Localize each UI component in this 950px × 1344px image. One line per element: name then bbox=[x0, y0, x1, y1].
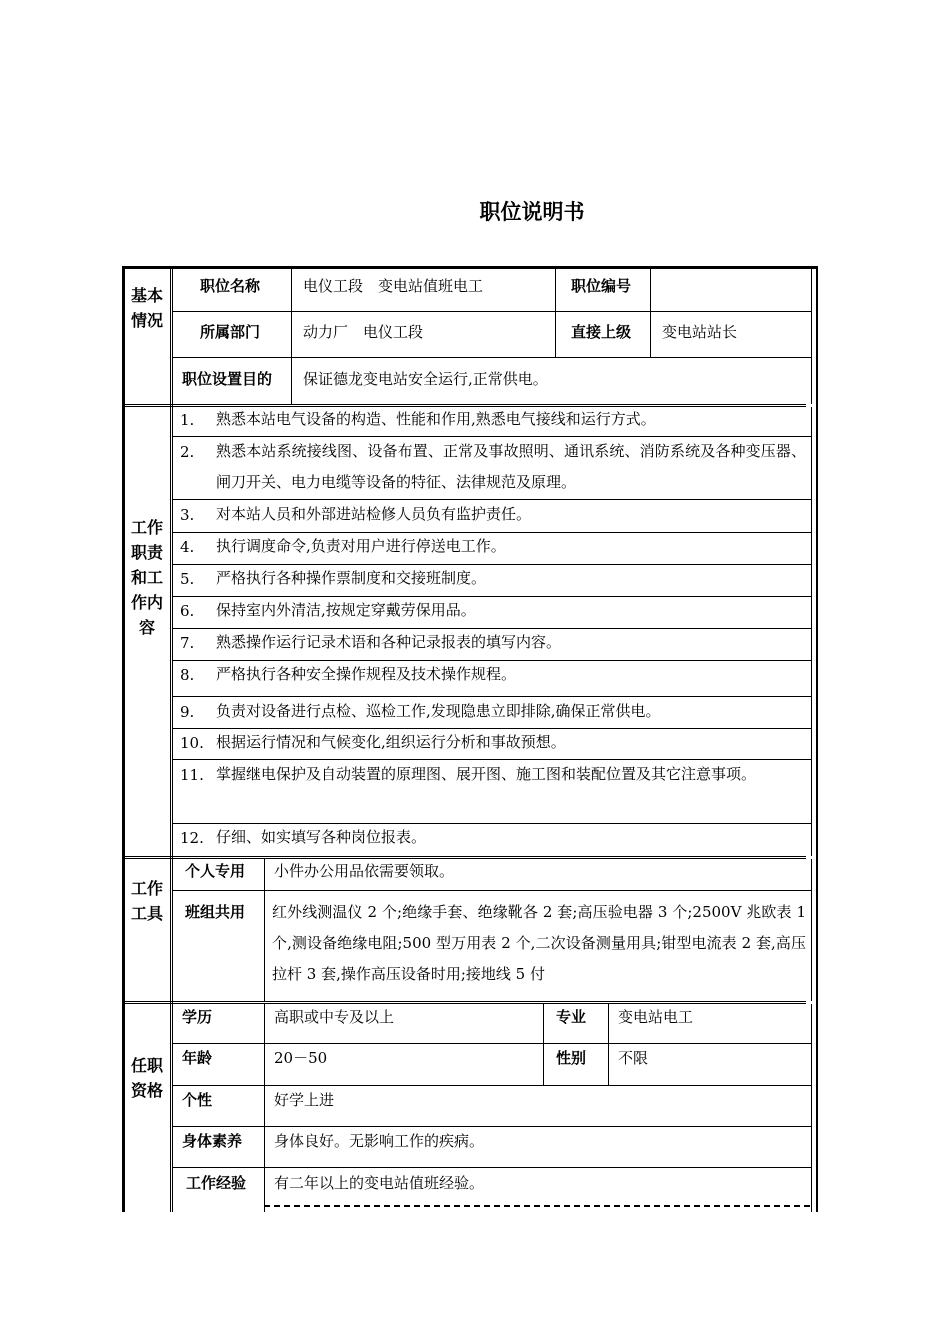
major-value: 变电站电工 bbox=[618, 1008, 694, 1026]
duty-item: 熟悉本站系统接线图、设备布置、正常及事故照明、通讯系统、消防系统及各种变压器、闸刀开关、电力电缆等设备的特征、法律规范及原理。 bbox=[216, 442, 806, 491]
row-divider bbox=[172, 311, 812, 312]
row-divider bbox=[172, 1126, 812, 1127]
supervisor-value: 变电站站长 bbox=[662, 323, 738, 341]
duty-number: 4. bbox=[180, 538, 195, 556]
duty-number: 2. bbox=[180, 443, 195, 461]
right-edge bbox=[811, 268, 812, 404]
col-divider bbox=[291, 268, 292, 404]
duty-number: 11. bbox=[180, 766, 204, 784]
age-value: 20－50 bbox=[274, 1049, 328, 1067]
section-label-tools: 工作工具 bbox=[130, 879, 163, 923]
duty-number: 6. bbox=[180, 602, 195, 620]
gender-value: 不限 bbox=[618, 1049, 649, 1067]
duty-number: 7. bbox=[180, 634, 195, 652]
duty-number: 9. bbox=[180, 703, 195, 721]
duty-item: 执行调度命令,负责对用户进行停送电工作。 bbox=[216, 537, 506, 555]
duty-item: 掌握继电保护及自动装置的原理图、展开图、施工图和装配位置及其它注意事项。 bbox=[216, 765, 757, 783]
physical-value: 身体良好。无影响工作的疾病。 bbox=[274, 1132, 485, 1150]
duty-number: 5. bbox=[180, 570, 195, 588]
section-label-duties: 工作职责和工作内容 bbox=[130, 518, 163, 637]
col-divider bbox=[608, 1004, 609, 1085]
col-divider bbox=[264, 1004, 265, 1212]
section-label-qualifications: 任职资格 bbox=[130, 1056, 163, 1100]
position-name-value: 电仪工段 变电站值班电工 bbox=[303, 277, 484, 295]
col-divider bbox=[264, 859, 265, 1001]
right-edge bbox=[811, 407, 812, 856]
duty-number: 3. bbox=[180, 506, 195, 524]
supervisor-label: 直接上级 bbox=[571, 323, 632, 341]
duty-number: 10. bbox=[180, 734, 204, 752]
duty-item: 负责对设备进行点检、巡检工作,发现隐患立即排除,确保正常供电。 bbox=[216, 702, 661, 720]
department-label: 所属部门 bbox=[200, 323, 261, 341]
row-divider bbox=[172, 1167, 812, 1168]
right-edge bbox=[811, 1004, 812, 1212]
duty-item: 对本站人员和外部进站检修人员负有监护责任。 bbox=[216, 505, 532, 523]
col-divider bbox=[543, 1004, 544, 1085]
duty-item: 保持室内外清洁,按规定穿戴劳保用品。 bbox=[216, 601, 476, 619]
physical-label: 身体素养 bbox=[182, 1132, 243, 1150]
duty-item: 严格执行各种操作票制度和交接班制度。 bbox=[216, 569, 487, 587]
duty-item: 根据运行情况和气候变化,组织运行分析和事故预想。 bbox=[216, 733, 566, 751]
col-divider bbox=[650, 268, 651, 358]
purpose-value: 保证德龙变电站安全运行,正常供电。 bbox=[303, 370, 548, 388]
team-tools-label: 班组共用 bbox=[185, 903, 246, 921]
experience-value: 有二年以上的变电站值班经验。 bbox=[274, 1174, 485, 1192]
row-divider bbox=[172, 357, 812, 358]
duty-number: 1. bbox=[180, 411, 195, 429]
row-divider bbox=[172, 1043, 812, 1044]
personality-label: 个性 bbox=[182, 1091, 213, 1109]
personality-value: 好学上进 bbox=[274, 1091, 335, 1109]
gender-label: 性别 bbox=[556, 1049, 587, 1067]
duty-item: 熟悉本站电气设备的构造、性能和作用,熟悉电气接线和运行方式。 bbox=[216, 410, 656, 428]
section-label-basic: 基本情况 bbox=[130, 286, 163, 330]
duty-number: 12. bbox=[180, 829, 204, 847]
duty-item: 严格执行各种安全操作规程及技术操作规程。 bbox=[216, 665, 517, 683]
education-value: 高职或中专及以上 bbox=[274, 1008, 395, 1026]
position-code-label: 职位编号 bbox=[571, 277, 632, 295]
row-divider bbox=[172, 1085, 812, 1086]
major-label: 专业 bbox=[556, 1008, 587, 1026]
department-value: 动力厂 电仪工段 bbox=[303, 323, 424, 341]
duty-item: 仔细、如实填写各种岗位报表。 bbox=[216, 828, 427, 846]
team-tools-value: 红外线测温仪 2 个;绝缘手套、绝缘靴各 2 套;高压验电器 3 个;2500V 兆欧表 1 个,测设备绝缘电阻;500 型万用表 2 个,二次设备测量用具;钳型电流表 2 套,高压拉杆 3 套,操作高压设备时用;接地线 5 付 bbox=[272, 903, 806, 983]
duty-item: 熟悉操作运行记录术语和各种记录报表的填写内容。 bbox=[216, 633, 562, 651]
personal-tools-label: 个人专用 bbox=[185, 862, 246, 880]
personal-tools-value: 小件办公用品依需要领取。 bbox=[274, 862, 455, 880]
page-break-dashed-line bbox=[264, 1205, 810, 1207]
education-label: 学历 bbox=[182, 1008, 213, 1026]
position-name-label: 职位名称 bbox=[200, 277, 261, 295]
duty-number: 8. bbox=[180, 666, 195, 684]
row-divider bbox=[172, 890, 812, 891]
purpose-label: 职位设置目的 bbox=[182, 370, 273, 388]
age-label: 年龄 bbox=[182, 1049, 213, 1067]
right-edge bbox=[811, 859, 812, 1001]
label-column-divider bbox=[170, 268, 173, 1212]
section-divider bbox=[124, 1001, 806, 1004]
page-title: 职位说明书 bbox=[479, 200, 585, 224]
col-divider bbox=[555, 268, 556, 358]
experience-label: 工作经验 bbox=[186, 1174, 247, 1192]
